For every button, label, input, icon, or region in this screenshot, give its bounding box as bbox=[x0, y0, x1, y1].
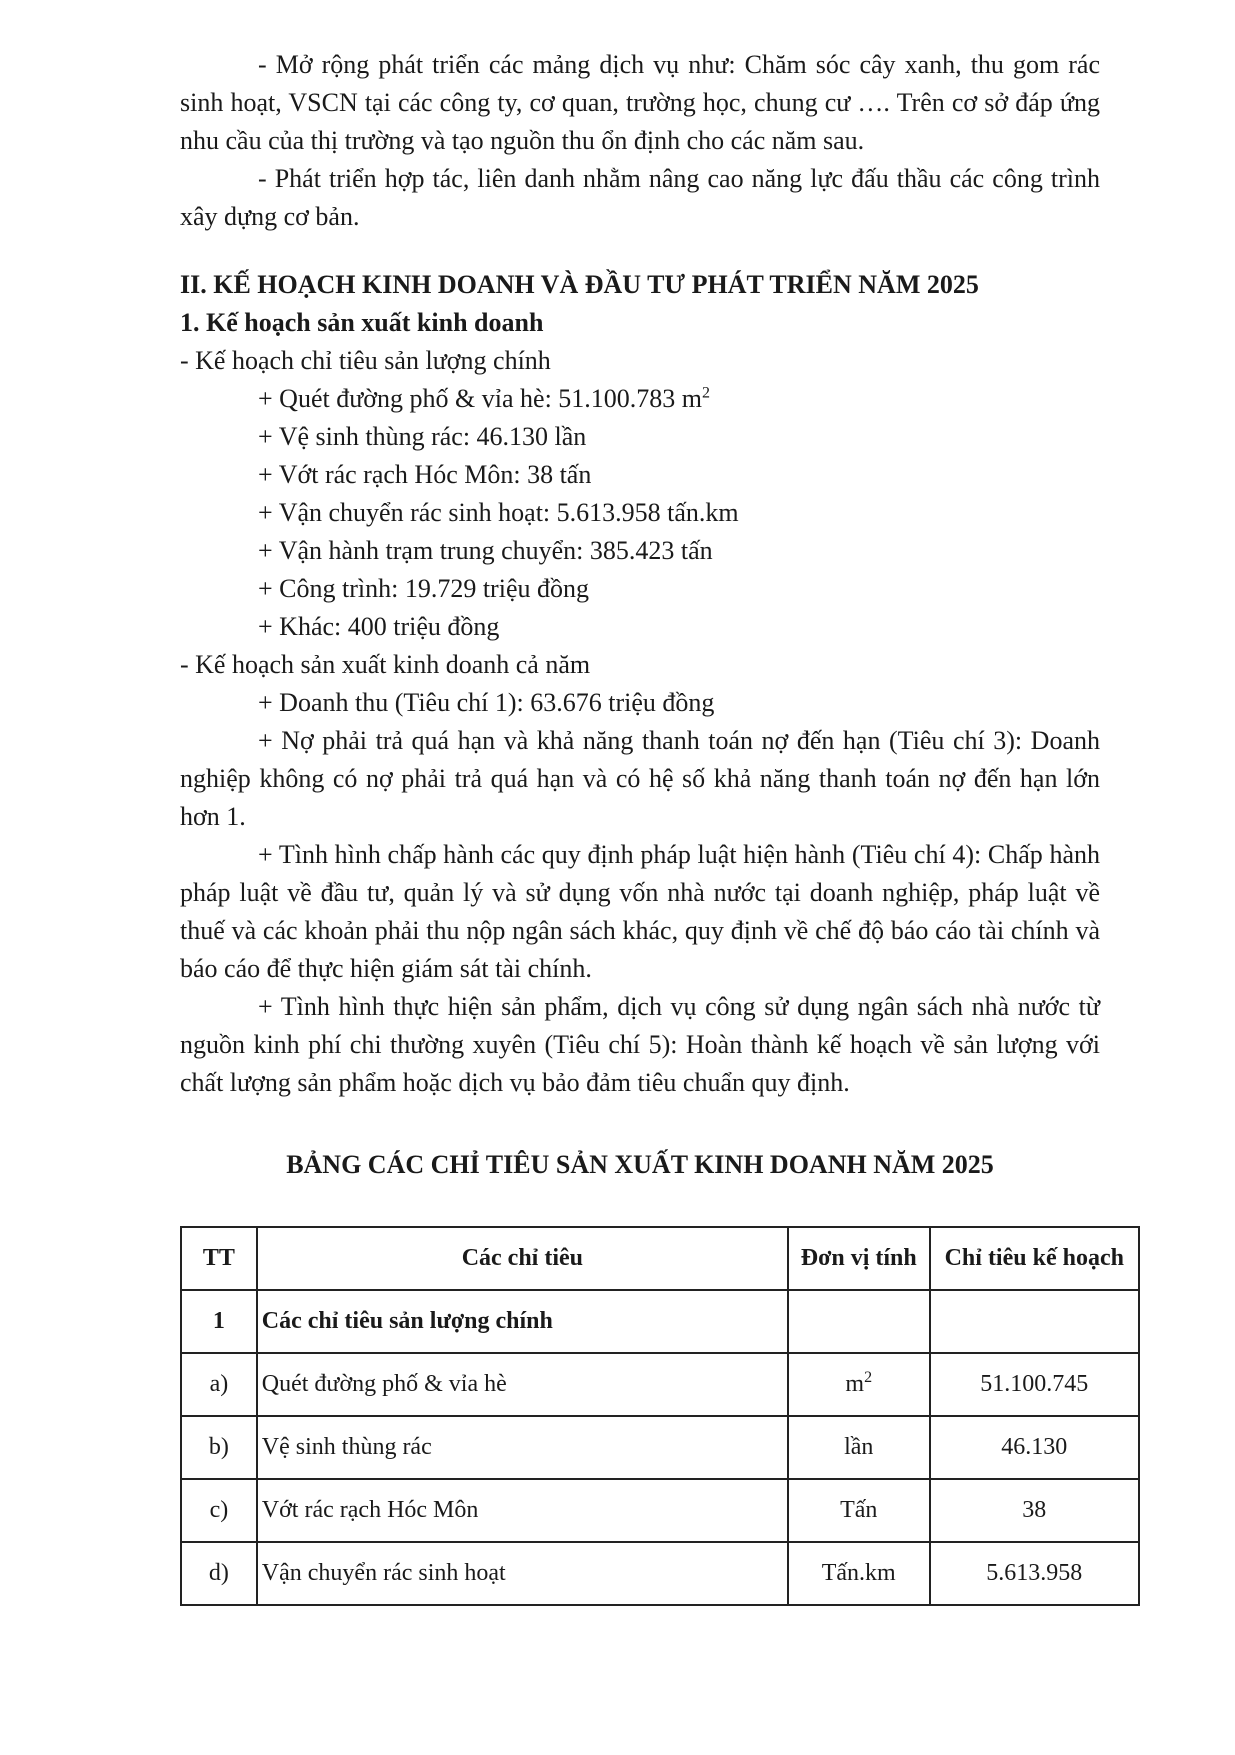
output-item: + Vệ sinh thùng rác: 46.130 lần bbox=[258, 422, 587, 451]
section-subtitle: 1. Kế hoạch sản xuất kinh doanh bbox=[180, 308, 544, 337]
column-header: Các chỉ tiêu bbox=[257, 1227, 788, 1290]
table-cell: 46.130 bbox=[930, 1416, 1139, 1479]
table-cell: lần bbox=[788, 1416, 930, 1479]
superscript: 2 bbox=[864, 1369, 873, 1386]
annual-item: + Doanh thu (Tiêu chí 1): 63.676 triệu đồng bbox=[258, 688, 715, 717]
table-row bbox=[181, 1416, 1139, 1479]
unit-text: m bbox=[845, 1371, 865, 1397]
table-cell: 38 bbox=[930, 1479, 1139, 1542]
output-plan-heading: - Kế hoạch chỉ tiêu sản lượng chính bbox=[180, 346, 551, 375]
output-item: + Vận chuyển rác sinh hoạt: 5.613.958 tấn.km bbox=[258, 498, 739, 527]
table-cell: Quét đường phố & vỉa hè bbox=[257, 1353, 788, 1416]
table-cell bbox=[930, 1290, 1139, 1353]
table-cell: Tấn bbox=[788, 1479, 930, 1542]
table-cell: 51.100.745 bbox=[930, 1353, 1139, 1416]
table-row bbox=[181, 1353, 1139, 1416]
annual-item: + Tình hình chấp hành các quy định pháp luật hiện hành (Tiêu chí 4): Chấp hành pháp luật về đầu tư, quản lý và sử dụng vốn nhà nước tại doanh nghiệp, pháp luật về thuế và các khoản phải thu nộp ngân sách khác, quy định về chế độ báo cáo tài chính và báo cáo để thực hiện giám sát tài chính. bbox=[180, 840, 1100, 983]
table-cell bbox=[788, 1290, 930, 1353]
annual-item: + Nợ phải trả quá hạn và khả năng thanh toán nợ đến hạn (Tiêu chí 3): Doanh nghiệp không có nợ phải trả quá hạn và có hệ số khả năng thanh toán nợ đến hạn lớn hơn 1. bbox=[180, 726, 1100, 831]
kpi-table bbox=[180, 1226, 1140, 1606]
table-cell: Vệ sinh thùng rác bbox=[257, 1416, 788, 1479]
table-cell: b) bbox=[181, 1416, 257, 1479]
output-item: + Vớt rác rạch Hóc Môn: 38 tấn bbox=[258, 460, 592, 489]
annual-item: + Tình hình thực hiện sản phẩm, dịch vụ công sử dụng ngân sách nhà nước từ nguồn kinh phí chi thường xuyên (Tiêu chí 5): Hoàn thành kế hoạch về sản lượng với chất lượng sản phẩm hoặc dịch vụ bảo đảm tiêu chuẩn quy định. bbox=[180, 992, 1100, 1097]
output-item: + Khác: 400 triệu đồng bbox=[258, 612, 500, 641]
table-cell bbox=[788, 1353, 930, 1416]
section-title: II. KẾ HOẠCH KINH DOANH VÀ ĐẦU TƯ PHÁT TRIỂN NĂM 2025 bbox=[180, 270, 979, 299]
table-header-row bbox=[181, 1227, 1139, 1290]
table-cell: Tấn.km bbox=[788, 1542, 930, 1605]
table-cell: 5.613.958 bbox=[930, 1542, 1139, 1605]
table-cell: a) bbox=[181, 1353, 257, 1416]
table-cell: d) bbox=[181, 1542, 257, 1605]
column-header: Đơn vị tính bbox=[788, 1227, 930, 1290]
table-row bbox=[181, 1542, 1139, 1605]
column-header: TT bbox=[181, 1227, 257, 1290]
output-item bbox=[258, 380, 710, 418]
table-cell: Vận chuyển rác sinh hoạt bbox=[257, 1542, 788, 1605]
superscript: 2 bbox=[702, 384, 711, 402]
table-cell: Các chỉ tiêu sản lượng chính bbox=[257, 1290, 788, 1353]
intro-paragraph-1: - Mở rộng phát triển các mảng dịch vụ như: Chăm sóc cây xanh, thu gom rác sinh hoạt, VSCN tại các công ty, cơ quan, trường học, chung cư …. Trên cơ sở đáp ứng nhu cầu của thị trường và tạo nguồn thu ổn định cho các năm sau. bbox=[180, 50, 1100, 155]
table-row bbox=[181, 1479, 1139, 1542]
output-item-text: + Quét đường phố & vỉa hè: 51.100.783 m bbox=[258, 384, 703, 413]
output-item: + Công trình: 19.729 triệu đồng bbox=[258, 574, 589, 603]
column-header: Chỉ tiêu kế hoạch bbox=[930, 1227, 1139, 1290]
intro-paragraph-2: - Phát triển hợp tác, liên danh nhằm nâng cao năng lực đấu thầu các công trình xây dựng cơ bản. bbox=[180, 164, 1100, 231]
table-title: BẢNG CÁC CHỈ TIÊU SẢN XUẤT KINH DOANH NĂM 2025 bbox=[286, 1150, 994, 1179]
table-cell: 1 bbox=[181, 1290, 257, 1353]
table-group-row bbox=[181, 1290, 1139, 1353]
output-item: + Vận hành trạm trung chuyển: 385.423 tấn bbox=[258, 536, 713, 565]
annual-plan-heading: - Kế hoạch sản xuất kinh doanh cả năm bbox=[180, 650, 591, 679]
table-cell: c) bbox=[181, 1479, 257, 1542]
table-cell: Vớt rác rạch Hóc Môn bbox=[257, 1479, 788, 1542]
